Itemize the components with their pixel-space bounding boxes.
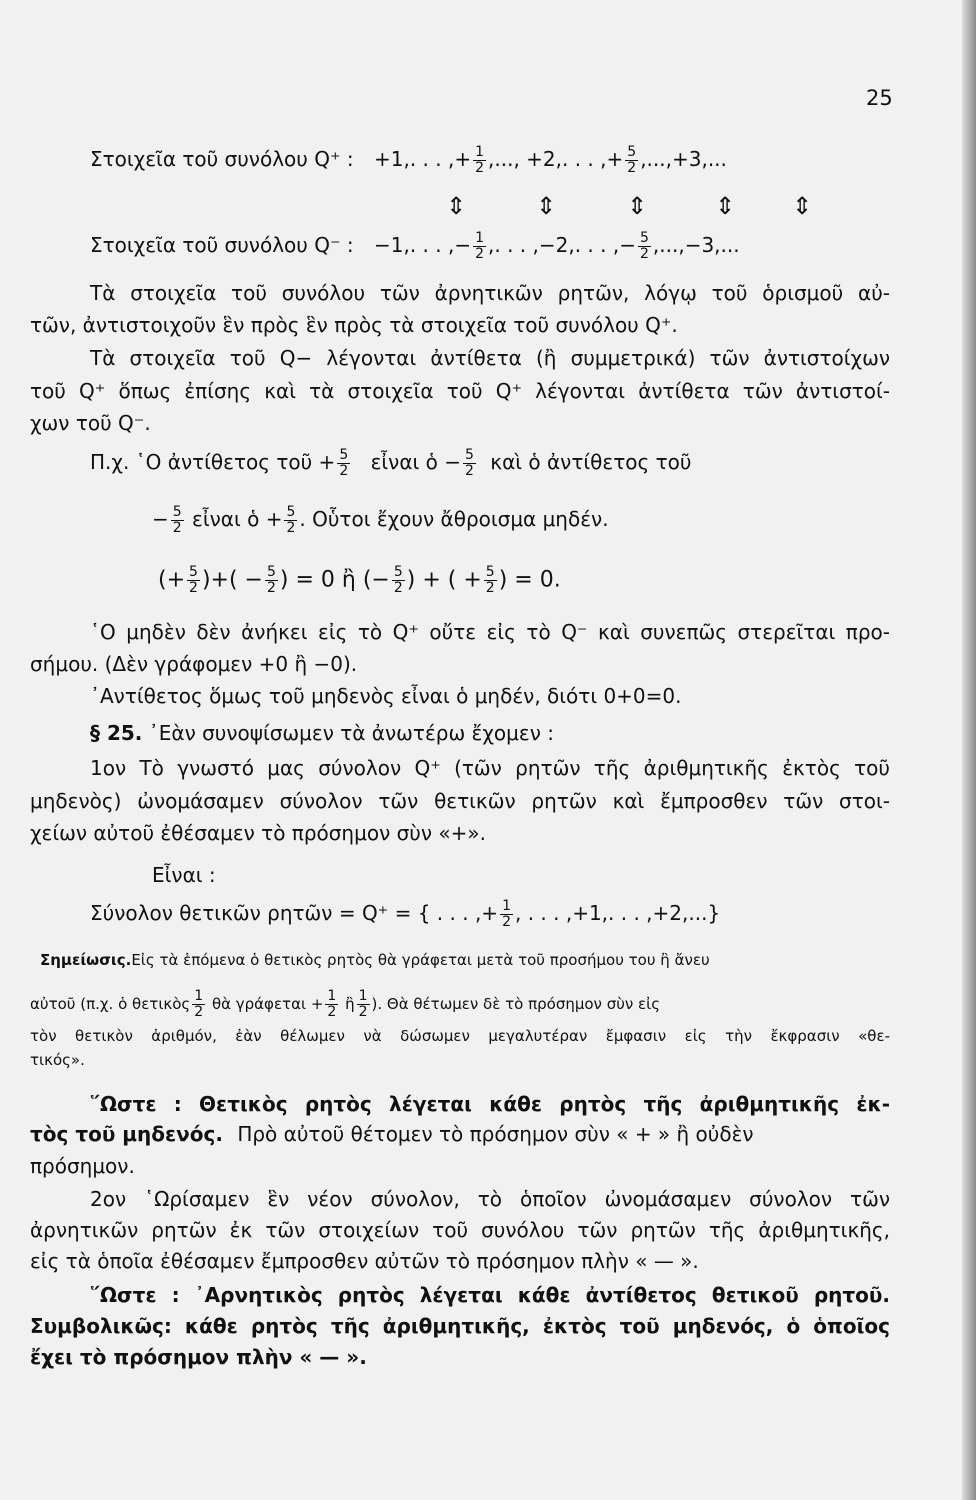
sum-equation: (+ $\frac{5}{2}$ )+( − $\frac{5}{2}$ ) = 0 ἢ (− $\frac{5}{2}$ ) + ( + $\frac{5}{2}$ ) = 0. bbox=[158, 564, 561, 596]
note-line-3: τὸν θετικὸν ἀριθμόν, ἐὰν θέλωμεν νὰ δώσωμεν μεγαλυτέραν ἔμφασιν εἰς τὴν ἔκφρασιν «θε- bbox=[30, 1027, 890, 1045]
neg-row bbox=[90, 231, 740, 262]
neg-row-t1: −1,. . . ,− bbox=[373, 233, 472, 257]
double-arrow-icon: ⇕ bbox=[536, 192, 557, 220]
double-arrow-icon: ⇕ bbox=[792, 192, 813, 220]
neg-row-label: Στοιχεῖα τοῦ συνόλου Q⁻ : bbox=[90, 233, 354, 257]
fraction: $\frac{5}{2}$ bbox=[465, 447, 474, 479]
neg-row-t2: ,. . . ,−2,. . . ,− bbox=[488, 233, 636, 257]
fraction: $\frac{5}{2}$ bbox=[172, 504, 182, 536]
pos-row-label: Στοιχεῖα τοῦ συνόλου Q⁺ : bbox=[90, 147, 354, 171]
fraction: $\frac{5}{2}$ bbox=[393, 564, 403, 596]
definition-1-line-3: πρόσημον. bbox=[30, 1154, 135, 1178]
fraction: $\frac{1}{2}$ bbox=[194, 988, 204, 1020]
double-arrow-icon: ⇕ bbox=[627, 192, 648, 220]
fraction: $\frac{5}{2}$ bbox=[639, 230, 649, 262]
item-2-line-2: ἀρνητικῶν ρητῶν ἐκ τῶν στοιχείων τοῦ συνόλου τῶν ρητῶν τῆς ἀριθμητικῆς, bbox=[30, 1218, 890, 1242]
fraction: $\frac{1}{2}$ bbox=[327, 988, 337, 1020]
fraction: $\frac{5}{2}$ bbox=[286, 504, 296, 536]
paragraph-2-line-3: χων τοῦ Q⁻. bbox=[30, 411, 151, 435]
item-2-line-3: εἰς τὰ ὁποῖα ἐθέσαμεν ἔμπροσθεν αὐτῶν τὸ πρόσημον πλὴν « — ». bbox=[30, 1249, 699, 1273]
definition-2-line-2: Συμβολικῶς: κάθε ρητὸς τῆς ἀριθμητικῆς, ἐκτὸς τοῦ μηδενός, ὁ ὁποῖος bbox=[30, 1314, 890, 1338]
paragraph-3-line-1: ῾Ο μηδὲν δὲν ἀνήκει εἰς τὸ Q⁺ οὔτε εἰς τὸ Q⁻ καὶ συνεπῶς στερεῖται προ- bbox=[90, 620, 890, 644]
paragraph-2-line-2: τοῦ Q⁺ ὅπως ἐπίσης καὶ τὰ στοιχεῖα τοῦ Q⁺ λέγονται ἀντίθετα τῶν ἀντιστοί- bbox=[30, 379, 890, 403]
page-edge bbox=[962, 0, 976, 1500]
definition-2-line-3: ἔχει τὸ πρόσημον πλὴν « — ». bbox=[30, 1345, 367, 1369]
note-line-4: τικός». bbox=[30, 1051, 85, 1069]
paragraph-3-line-2: σήμου. (Δὲν γράφομεν +0 ἢ −0). bbox=[30, 652, 358, 676]
double-arrow-icon: ⇕ bbox=[446, 192, 467, 220]
fraction: $\frac{1}{2}$ bbox=[475, 144, 485, 176]
fraction: $\frac{5}{2}$ bbox=[339, 447, 349, 479]
item-2-line-1: 2ον ῾Ωρίσαμεν ἓν νέον σύνολον, τὸ ὁποῖον ὠνομάσαμεν σύνολον τῶν bbox=[90, 1187, 890, 1211]
section-number: § 25. bbox=[90, 721, 143, 745]
example-line-1: Π.χ. ῾Ο ἀντίθετος τοῦ + $\frac{5}{2}$ εἶναι ὁ − $\frac{5}{2}$ καὶ ὁ ἀντίθετος τοῦ bbox=[90, 447, 692, 479]
set-equation: Σύνολον θετικῶν ρητῶν = Q⁺ = { . . . ,+ $\frac{1}{2}$ , . . . ,+1,. . . ,+2,...} bbox=[90, 898, 721, 930]
fraction: $\frac{5}{2}$ bbox=[627, 144, 637, 176]
pos-row bbox=[90, 145, 727, 176]
item-1-line-1: 1ον Τὸ γνωστό μας σύνολον Q⁺ (τῶν ρητῶν τῆς ἀριθμητικῆς ἐκτὸς τοῦ bbox=[90, 756, 890, 780]
paragraph-4: ᾿Αντίθετος ὅμως τοῦ μηδενὸς εἶναι ὁ μηδέν, διότι 0+0=0. bbox=[90, 684, 682, 708]
einai-label: Εἶναι : bbox=[152, 863, 216, 887]
fraction: $\frac{1}{2}$ bbox=[502, 898, 511, 930]
paragraph-1-line-1: Τὰ στοιχεῖα τοῦ συνόλου τῶν ἀρνητικῶν ρητῶν, λόγῳ τοῦ ὁρισμοῦ αὐ- bbox=[90, 281, 890, 305]
definition-2-line-1: ῞Ωστε : ᾿Αρνητικὸς ρητὸς λέγεται κάθε ἀντίθετος θετικοῦ ρητοῦ. bbox=[90, 1283, 890, 1307]
section-25 bbox=[90, 721, 554, 745]
fraction: $\frac{1}{2}$ bbox=[358, 988, 368, 1020]
item-1-line-2: μηδενὸς) ὠνομάσαμεν σύνολον τῶν θετικῶν ρητῶν καὶ ἔμπροσθεν τῶν στοι- bbox=[30, 789, 890, 813]
definition-1-line-1: ῞Ωστε : Θετικὸς ρητὸς λέγεται κάθε ρητὸς τῆς ἀριθμητικῆς ἐκ- bbox=[90, 1092, 890, 1116]
fraction: $\frac{5}{2}$ bbox=[266, 564, 276, 596]
neg-row-t3: ,...,−3,... bbox=[652, 233, 740, 257]
pos-row-t2: ,..., +2,. . . ,+ bbox=[488, 147, 624, 171]
fraction: $\frac{5}{2}$ bbox=[485, 564, 495, 596]
paragraph-1-line-2: τῶν, ἀντιστοιχοῦν ἓν πρὸς ἓν πρὸς τὰ στοιχεῖα τοῦ συνόλου Q⁺. bbox=[30, 313, 678, 337]
double-arrow-icon: ⇕ bbox=[715, 192, 736, 220]
note-line-1: Σημείωσις.Εἰς τὰ ἑπόμενα ὁ θετικὸς ρητὸς θὰ γράφεται μετὰ τοῦ προσήμου του ἢ ἄνευ bbox=[40, 951, 710, 969]
note-line-2: αὐτοῦ (π.χ. ὁ θετικὸς $\frac{1}{2}$ θὰ γράφεται + $\frac{1}{2}$ ἢ $\frac{1}{2}$ ). Θὰ θέτωμεν δὲ τὸ πρόσημον σὺν εἰς bbox=[30, 988, 661, 1020]
section-text: ᾿Εὰν συνοψίσωμεν τὰ ἀνωτέρω ἔχομεν : bbox=[148, 721, 554, 745]
pos-row-t1: +1,. . . ,+ bbox=[373, 147, 472, 171]
note-label: Σημείωσις. bbox=[40, 951, 132, 969]
paragraph-2-line-1: Τὰ στοιχεῖα τοῦ Q− λέγονται ἀντίθετα (ἢ συμμετρικά) τῶν ἀντιστοίχων bbox=[90, 346, 890, 370]
page-number: 25 bbox=[866, 86, 893, 110]
pos-row-t3: ,...,+3,... bbox=[640, 147, 727, 171]
item-1-line-3: χείων αὐτοῦ ἐθέσαμεν τὸ πρόσημον σὺν «+». bbox=[30, 821, 486, 845]
definition-1-line-2: τὸς τοῦ μηδενός. Πρὸ αὐτοῦ θέτομεν τὸ πρόσημον σὺν « + » ἢ οὐδὲν bbox=[30, 1122, 754, 1146]
fraction: $\frac{1}{2}$ bbox=[475, 230, 485, 262]
example-line-2: − $\frac{5}{2}$ εἶναι ὁ + $\frac{5}{2}$ . Οὗτοι ἔχουν ἄθροισμα μηδέν. bbox=[152, 504, 609, 536]
fraction: $\frac{5}{2}$ bbox=[189, 564, 198, 596]
